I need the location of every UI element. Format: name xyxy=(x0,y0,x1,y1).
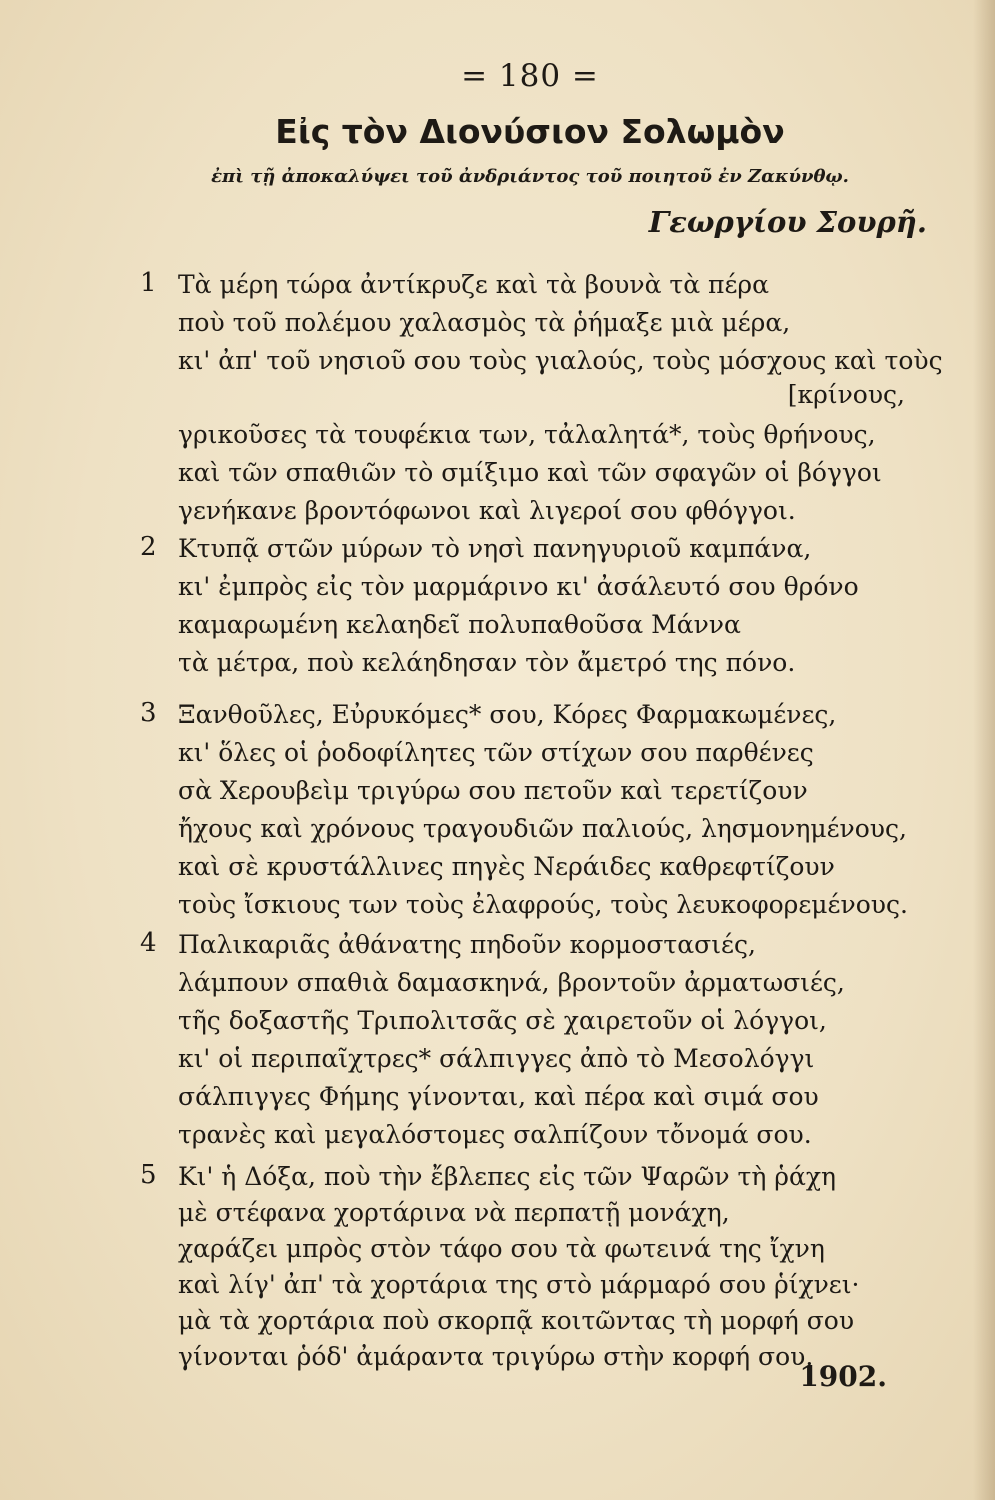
verse-line: κι' ἐμπρὸς εἰς τὸν μαρμάρινο κι' ἀσάλευτό σου θρόνο xyxy=(178,572,859,601)
poem-title: Εἰς τὸν Διονύσιον Σολωμὸν xyxy=(275,112,785,151)
verse-line: μὲ στέφανα χορτάρινα νὰ περπατῇ μονάχη, xyxy=(178,1198,730,1227)
page-edge-shadow xyxy=(973,0,995,1500)
verse-line: καὶ σὲ κρυστάλλινες πηγὲς Νεράιδες καθρεφτίζουν xyxy=(178,852,835,881)
verse-line: γενήκανε βροντόφωνοι καὶ λιγεροί σου φθόγγοι. xyxy=(178,496,796,525)
poem-author: Γεωργίου Σουρῆ. xyxy=(648,205,927,239)
verse-line: τῆς δοξαστῆς Τριπολιτσᾶς σὲ χαιρετοῦν οἱ λόγγοι, xyxy=(178,1006,827,1035)
verse-line: καμαρωμένη κελαηδεῖ πολυπαθοῦσα Μάννα xyxy=(178,610,741,639)
verse-line: μὰ τὰ χορτάρια ποὺ σκορπᾷ κοιτῶντας τὴ μορφή σου xyxy=(178,1306,855,1335)
verse-line: γίνονται ῥόδ' ἀμάραντα τριγύρω στὴν κορφή σου. xyxy=(178,1342,814,1371)
stanza-number: 1 xyxy=(140,268,157,298)
verse-line: κι' ὅλες οἱ ῥοδοφίλητες τῶν στίχων σου παρθένες xyxy=(178,738,814,767)
page-number: = 180 = xyxy=(461,58,599,94)
verse-line: γρικοῦσες τὰ τουφέκια των, τἀλαλητά*, τοὺς θρήνους, xyxy=(178,420,876,449)
verse-line: χαράζει μπρὸς στὸν τάφο σου τὰ φωτεινά της ἴχνη xyxy=(178,1234,825,1263)
stanza-number: 4 xyxy=(140,928,157,958)
stanza-number: 3 xyxy=(140,698,157,728)
verse-line: κι' ἀπ' τοῦ νησιοῦ σου τοὺς γιαλούς, τοὺς μόσχους καὶ τοὺς xyxy=(178,346,943,375)
verse-line: σὰ Χερουβεὶμ τριγύρω σου πετοῦν καὶ τερετίζουν xyxy=(178,776,808,805)
verse-line: Παλικαριᾶς ἀθάνατης πηδοῦν κορμοστασιές, xyxy=(178,930,756,959)
poem-subtitle: ἐπὶ τῇ ἀποκαλύψει τοῦ ἀνδριάντος τοῦ ποιητοῦ ἐν Ζακύνθῳ. xyxy=(211,166,849,187)
verse-line-continuation: [κρίνους, xyxy=(787,380,905,409)
verse-line: κι' οἱ περιπαῖχτρες* σάλπιγγες ἀπὸ τὸ Μεσολόγγι xyxy=(178,1044,815,1073)
verse-line: λάμπουν σπαθιὰ δαμασκηνά, βροντοῦν ἀρματωσιές, xyxy=(178,968,845,997)
verse-line: καὶ λίγ' ἀπ' τὰ χορτάρια της στὸ μάρμαρό σου ῥίχνει· xyxy=(178,1270,860,1299)
verse-line: καὶ τῶν σπαθιῶν τὸ σμίξιμο καὶ τῶν σφαγῶν οἱ βόγγοι xyxy=(178,458,882,487)
verse-line: Ξανθοῦλες, Εὐρυκόμες* σου, Κόρες Φαρμακωμένες, xyxy=(178,700,837,729)
verse-line: τοὺς ἴσκιους των τοὺς ἐλαφρούς, τοὺς λευκοφορεμένους. xyxy=(178,890,908,919)
verse-line: σάλπιγγες Φήμης γίνονται, καὶ πέρα καὶ σιμά σου xyxy=(178,1082,819,1111)
verse-line: Κτυπᾷ στῶν μύρων τὸ νησὶ πανηγυριοῦ καμπάνα, xyxy=(178,534,812,563)
verse-line: τὰ μέτρα, ποὺ κελάηδησαν τὸν ἄμετρό της πόνο. xyxy=(178,648,796,677)
verse-line: Κι' ἡ Δόξα, ποὺ τὴν ἔβλεπες εἰς τῶν Ψαρῶν τὴ ῥάχη xyxy=(178,1162,837,1191)
verse-line: ἤχους καὶ χρόνους τραγουδιῶν παλιούς, λησμονημένους, xyxy=(178,814,907,843)
stanza-number: 2 xyxy=(140,532,157,562)
verse-line: Τὰ μέρη τώρα ἀντίκρυζε καὶ τὰ βουνὰ τὰ πέρα xyxy=(178,270,770,299)
verse-line: τρανὲς καὶ μεγαλόστομες σαλπίζουν τὄνομά σου. xyxy=(178,1120,812,1149)
poem-year: 1902. xyxy=(799,1360,887,1393)
stanza-number: 5 xyxy=(140,1160,157,1190)
verse-line: ποὺ τοῦ πολέμου χαλασμὸς τὰ ῥήμαξε μιὰ μέρα, xyxy=(178,308,791,337)
